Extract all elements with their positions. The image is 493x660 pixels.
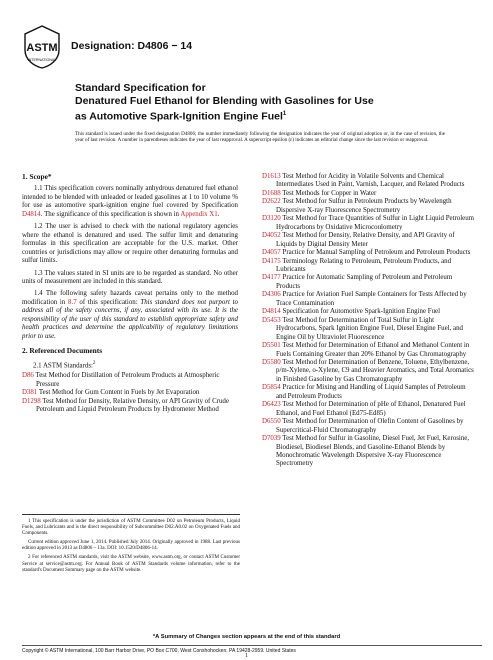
reference-title: Test Method for Density, Relative Density, and API Gravity of Liquids by Digital Density Meter <box>276 232 455 248</box>
reference-item <box>262 249 475 257</box>
link-d4814[interactable]: D4814 <box>22 210 41 218</box>
reference-code-link[interactable]: D4177 <box>262 274 281 282</box>
right-column <box>262 173 475 469</box>
reference-item <box>22 398 238 415</box>
reference-item <box>262 258 475 275</box>
reference-item <box>262 308 475 316</box>
reference-code-link[interactable]: D2622 <box>262 198 281 206</box>
scope-para-2: 1.2 The user is advised to check with the national regulatory agencies where the ethanol is denatured and used. The sulfur limit and denaturing formulas in this specification are acceptable for the U.S. market. Other countries or jurisdictions may allow or require other denaturing formulas and sulfur limits. <box>22 223 238 265</box>
reference-code-link[interactable]: D5854 <box>262 384 281 392</box>
svg-text:INTERNATIONAL: INTERNATIONAL <box>27 58 57 62</box>
reference-code-link[interactable]: D4052 <box>262 232 281 240</box>
footnote-1: 1 This specification is under the jurisdiction of ASTM Committee D02 on Petroleum Products, Liquid Fuels, and Lubricants and is the direct responsibility of Subcommittee D02.A0.02 on Oxygenated Fuels and Components. <box>22 519 240 537</box>
reference-item <box>262 342 475 359</box>
reference-item <box>262 274 475 291</box>
reference-title: Test Method for Determination of Benzene, Toluene, Ethylbenzene, p/m-Xylene, o-Xylene, C9 and Heavier Aromatics, and Total Aromatics in Finished Gasoline by Gas Chromatography <box>276 358 474 383</box>
designation: Designation: D4806 − 14 <box>71 40 193 52</box>
reference-list-left <box>22 372 238 414</box>
reference-code-link[interactable]: D6550 <box>262 418 281 426</box>
reference-title: Practice for Automatic Sampling of Petroleum and Petroleum Products <box>276 274 453 290</box>
reference-item <box>22 372 238 389</box>
scope-para-1: 1.1 This specification covers nominally anhydrous denatured fuel ethanol intended to be blended with unleaded or leaded gasolines at 1 to 10 volume % for use as automotive spark-ignition engine fuel covered by Specification D4814. The significance of this specification is shown in Appendix X1. <box>22 185 238 218</box>
reference-title: Test Method for Gum Content in Fuels by Jet Evaporation <box>37 389 200 397</box>
reference-code-link[interactable]: D4306 <box>262 291 281 299</box>
issuance-note: This standard is issued under the fixed designation D4806; the number immediately following the designation indicates the year of original adoption or, in the case of revision, the year of last revision. A number in parentheses indicates the year of last reapproval. A superscript epsilon (ε) indicates an editorial change since the last revision or reapproval. <box>75 131 445 144</box>
reference-title: Practice for Aviation Fuel Sample Containers for Tests Affected by Trace Contamination <box>276 291 467 307</box>
reference-title: Test Method for Distillation of Petroleum Products at Atmospheric Pressure <box>33 372 220 388</box>
reference-item <box>262 418 475 435</box>
scope-para-3: 1.3 The values stated in SI units are to be regarded as standard. No other units of measurement are included in this standard. <box>22 269 238 285</box>
reference-title: Specification for Automotive Spark-Ignition Engine Fuel <box>280 308 440 316</box>
reference-title: Test Method for Sulfur in Petroleum Products by Wavelength Dispersive X-ray Fluorescence Spectrometry <box>276 198 452 214</box>
references-heading: 2. Referenced Documents <box>22 346 103 356</box>
title-line-3: as Automotive Spark-Ignition Engine Fuel$^1$ <box>75 110 287 123</box>
reference-code-link[interactable]: D5453 <box>262 316 281 324</box>
reference-title: Practice for Manual Sampling of Petroleum and Petroleum Products <box>280 249 471 257</box>
reference-code-link[interactable]: D5580 <box>262 358 281 366</box>
reference-item <box>262 198 475 215</box>
reference-title: Test Method for Determination of Total Sulfur in Light Hydrocarbons, Spark Ignition Engine Fuel, Diesel Engine Fuel, and Engine Oil by Ultraviolet Fluorescence <box>276 316 463 341</box>
reference-item <box>262 384 475 401</box>
reference-title: Test Method for Density, Relative Density, or API Gravity of Crude Petroleum and Liquid Petroleum Products by Hydrometer Method <box>36 397 229 414</box>
reference-title: Terminology Relating to Petroleum, Petroleum Products, and Lubricants <box>276 257 452 273</box>
reference-list-right <box>262 173 475 469</box>
scope-para-4: 1.4 The following safety hazards caveat pertains only to the method modification in 8.7 of this specification: This standard does not purport to address all of the safety concerns, if any, associated with its use. It is the responsibility of the user of this standard to establish appropriate safety and health practices and determine the applicability of regulatory limitations prior to use. <box>22 290 239 340</box>
link-appendix-x1[interactable]: Appendix X1 <box>180 210 218 218</box>
scope-heading: 1. Scope* <box>22 172 52 181</box>
reference-title: Test Method for Determination of Olefin Content of Gasolines by Supercritical-Fluid Chromatography <box>276 418 464 434</box>
reference-item <box>262 173 475 190</box>
footnote-2: 2 For referenced ASTM standards, visit the ASTM website, www.astm.org, or contact ASTM Customer Service at service@astm.org. For Annual Book of ASTM Standards volume information, refer to the standard's Document Summary page on the ASTM website. <box>22 555 240 573</box>
reference-title: Test Method for Trace Quantities of Sulfur in Light Liquid Petroleum Hydrocarbons by Oxidative Microcoulometry <box>276 215 475 231</box>
reference-title: Test Method for Sulfur in Gasoline, Diesel Fuel, Jet Fuel, Kerosine, Biodiesel, Biodiesel Blends, and Gasoline-Ethanol Blends by Monochromatic Wavelength Dispersive X-ray Fluorescence Spectrometry <box>276 435 470 468</box>
reference-code-link[interactable]: D6423 <box>262 401 281 409</box>
reference-code-link[interactable]: D1613 <box>262 173 281 180</box>
link-8-7[interactable]: 8.7 <box>68 298 77 306</box>
reference-item <box>22 389 238 397</box>
reference-title: Test Method for Determination of Ethanol and Methanol Content in Fuels Containing Greater than 20% Ethanol by Gas Chromatography <box>276 342 470 358</box>
reference-code-link[interactable]: D4814 <box>262 308 281 316</box>
reference-item <box>262 291 475 308</box>
reference-item <box>262 317 475 342</box>
reference-code-link[interactable]: D381 <box>22 389 38 397</box>
reference-code-link[interactable]: D1298 <box>22 397 41 405</box>
reference-code-link[interactable]: D86 <box>22 372 34 380</box>
reference-code-link[interactable]: D4057 <box>262 249 281 257</box>
reference-code-link[interactable]: D5501 <box>262 342 281 350</box>
astm-standards-subheading: 2.1 ASTM Standards:$^2$ <box>33 360 96 369</box>
reference-code-link[interactable]: D1688 <box>262 189 281 197</box>
footnotes <box>22 514 240 577</box>
reference-item <box>262 359 475 384</box>
footnote-1b: Current edition approved June 1, 2014. Published July 2014. Originally approved in 1988. Last previous edition approved in 2013 as D4806 – 13a. DOI: 10.1520/D4806-14. <box>22 540 240 552</box>
document-title <box>75 82 475 124</box>
reference-title: Test Method for Determination of pHe of Ethanol, Denatured Fuel Ethanol, and Fuel Ethanol (Ed75-Ed85) <box>276 401 466 417</box>
summary-note: *A Summary of Changes section appears at the end of this standard <box>152 634 341 640</box>
reference-code-link[interactable]: D7039 <box>262 435 281 443</box>
title-line-2: Denatured Fuel Ethanol for Blending with Gasolines for Use <box>75 95 374 107</box>
svg-text:ASTM: ASTM <box>26 42 58 54</box>
left-column <box>22 173 238 415</box>
reference-item <box>262 435 475 469</box>
reference-title: Test Methods for Copper in Water <box>280 189 377 197</box>
reference-item <box>262 232 475 249</box>
page-number: 1 <box>245 653 248 659</box>
copyright: Copyright © ASTM International, 100 Barr Harbor Drive, PO Box C700, West Conshohocken, PA 19428-2959. United States <box>22 645 482 654</box>
reference-title: Test Method for Acidity in Volatile Solvents and Chemical Intermediates Used in Paint, Varnish, Lacquer, and Related Products <box>276 173 465 189</box>
reference-code-link[interactable]: D3120 <box>262 215 281 223</box>
reference-code-link[interactable]: D4175 <box>262 257 281 265</box>
reference-item <box>262 190 475 198</box>
reference-title: Practice for Mixing and Handling of Liquid Samples of Petroleum and Petroleum Products <box>276 384 466 400</box>
reference-item <box>262 401 475 418</box>
astm-logo <box>22 24 62 70</box>
title-line-1: Standard Specification for <box>75 82 206 94</box>
reference-item <box>262 215 475 232</box>
